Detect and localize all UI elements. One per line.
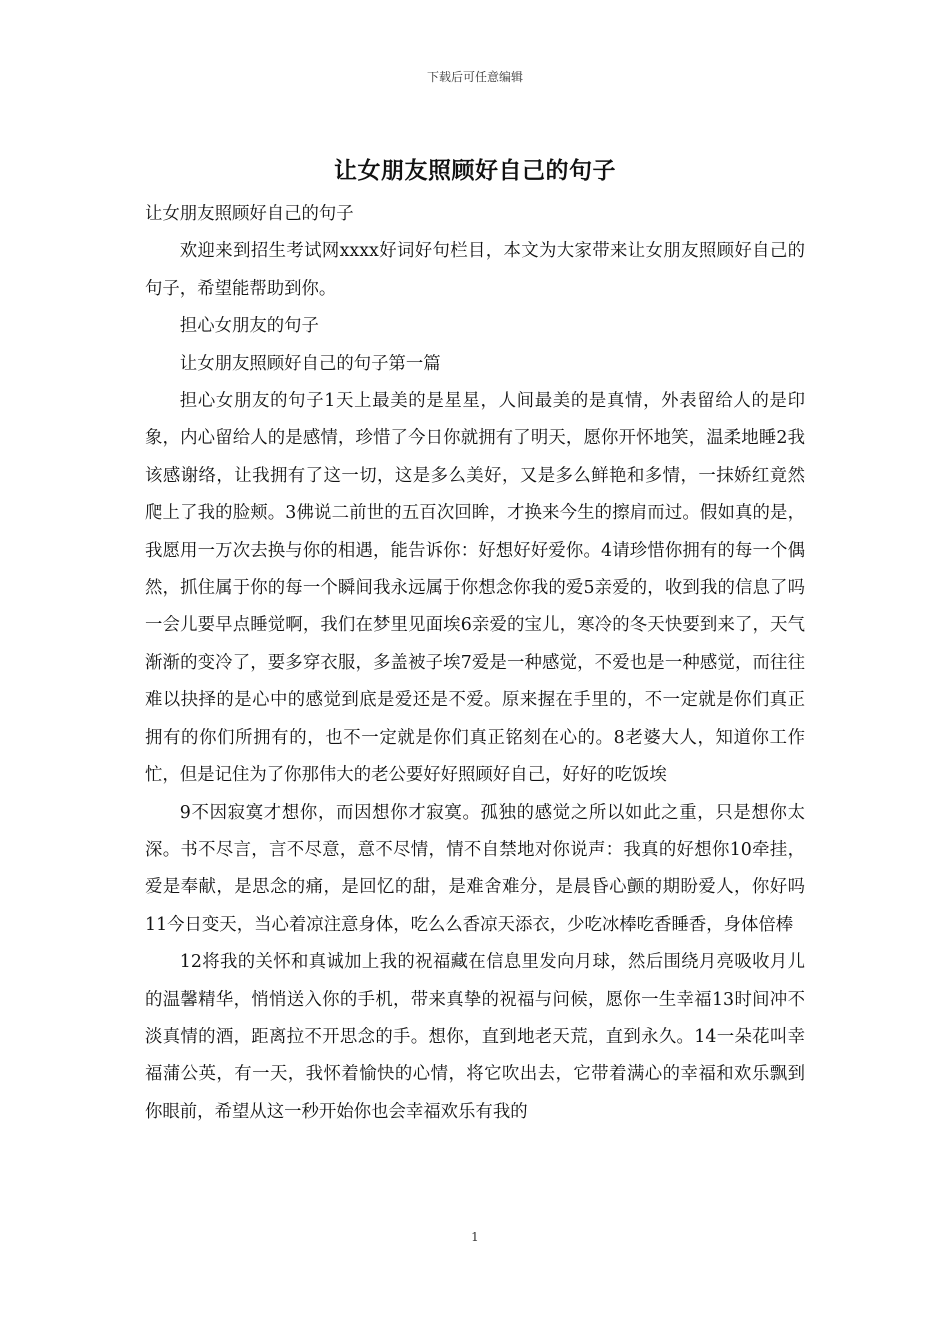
header-note: 下载后可任意编辑	[426, 70, 523, 84]
paragraph: 9不因寂寞才想你，而因想你才寂寞。孤独的感觉之所以如此之重，只是想你太深。书不尽言，言不尽意，意不尽情，情不自禁地对你说声：我真的好想你10牵挂，爱是奉献，是思念的痛，是回忆的甜，是难舍难分，是晨昏心颤的期盼爱人，你好吗11今日变天，当心着凉注意身体，吃么么香凉天添衣，少吃冰棒吃香睡香，身体倍棒	[145, 802, 805, 935]
document-title: 让女朋友照顾好自己的句子	[334, 157, 616, 184]
document-body	[145, 196, 805, 1131]
paragraph: 欢迎来到招生考试网xxxx好词好句栏目，本文为大家带来让女朋友照顾好自己的句子，希望能帮助到你。	[145, 241, 805, 299]
paragraph: 让女朋友照顾好自己的句子	[145, 204, 354, 224]
paragraph: 让女朋友照顾好自己的句子第一篇	[179, 353, 441, 374]
paragraph: 担心女朋友的句子1天上最美的是星星，人间最美的是真情，外表留给人的是印象，内心留给人的是感情，珍惜了今日你就拥有了明天，愿你开怀地笑，温柔地睡2我该感谢络，让我拥有了这一切，这是多么美好，又是多么鲜艳和多情，一抹娇红竟然爬上了我的脸颊。3佛说二前世的五百次回眸，才换来今生的擦肩而过。假如真的是，我愿用一万次去换与你的相遇，能告诉你：好想好好爱你。4请珍惜你拥有的每一个偶然，抓住属于你的每一个瞬间我永远属于你想念你我的爱5亲爱的，收到我的信息了吗一会儿要早点睡觉啊，我们在梦里见面埃6亲爱的宝儿，寒冷的冬天快要到来了，天气渐渐的变冷了，要多穿衣服，多盖被子埃7爱是一种感觉，不爱也是一种感觉，而往往难以抉择的是心中的感觉到底是爱还是不爱。原来握在手里的，不一定就是你们真正拥有的你们所拥有的，也不一定就是你们真正铭刻在心的。8老婆大人，知道你工作忙，但是记住为了你那伟大的老公要好好照顾好自己，好好的吃饭埃	[145, 391, 805, 786]
paragraph: 12将我的关怀和真诚加上我的祝福藏在信息里发向月球，然后围绕月亮吸收月儿的温馨精华，悄悄送入你的手机，带来真挚的祝福与问候，愿你一生幸福13时间冲不淡真情的酒，距离拉不开思念的手。想你，直到地老天荒，直到永久。14一朵花叫幸福蒲公英，有一天，我怀着愉快的心情，将它吹出去，它带着满心的幸福和欢乐飘到你眼前，希望从这一秒开始你也会幸福欢乐有我的	[145, 952, 805, 1122]
page-number: 1	[471, 1230, 479, 1244]
paragraph: 担心女朋友的句子	[179, 316, 319, 337]
